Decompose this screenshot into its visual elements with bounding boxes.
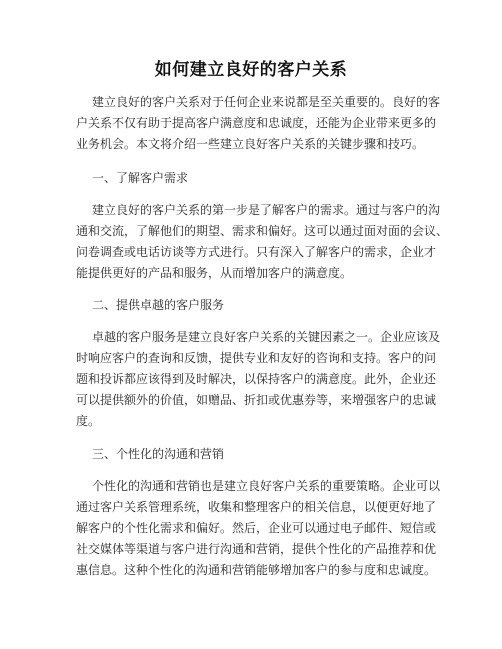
- section-1-line-1: 建立良好的客户关系的第一步是了解客户的需求。通过与客户的沟: [92, 203, 441, 217]
- section-3-heading: 三、个性化的沟通和营销: [92, 447, 225, 461]
- section-3-line-4: 社交媒体等渠道与客户进行沟通和营销，提供个性化的产品推荐和优: [76, 542, 437, 556]
- section-3-line-3: 解客户的个性化需求和偏好。然后，企业可以通过电子邮件、短信或: [76, 521, 437, 535]
- section-3-line-2: 通过客户关系管理系统，收集和整理客户的相关信息，以便更好地了: [76, 500, 437, 514]
- section-1-line-3: 问卷调查或电话访谈等方式进行。只有深入了解客户的需求，企业才: [76, 245, 437, 259]
- section-1-line-4: 能提供更好的产品和服务，从而增加客户的满意度。: [76, 266, 353, 280]
- section-2-line-2: 时响应客户的查询和反馈，提供专业和友好的咨询和支持。客户的问: [76, 351, 437, 365]
- section-2-line-3: 题和投诉都应该得到及时解决，以保持客户的满意度。此外，企业还: [76, 372, 437, 386]
- section-2-line-1: 卓越的客户服务是建立良好客户关系的关键因素之一。企业应该及: [92, 330, 441, 344]
- section-2-line-5: 度。: [76, 414, 101, 428]
- intro-line-3: 业务机会。本文将介绍一些建立良好客户关系的关键步骤和技巧。: [76, 137, 425, 151]
- section-1-heading: 一、了解客户需求: [92, 171, 189, 185]
- section-3-line-1: 个性化的沟通和营销也是建立良好客户关系的重要策略。企业可以: [92, 479, 441, 493]
- document-title: 如何建立良好的客户关系: [154, 60, 348, 80]
- section-3-line-5: 惠信息。这种个性化的沟通和营销能够增加客户的参与度和忠诚度。: [76, 563, 437, 577]
- intro-line-1: 建立良好的客户关系对于任何企业来说都是至关重要的。良好的客: [92, 95, 441, 109]
- section-2-line-4: 可以提供额外的价值，如赠品、折扣或优惠券等，来增强客户的忠诚: [76, 393, 437, 407]
- section-2-heading: 二、提供卓越的客户服务: [92, 298, 225, 312]
- intro-line-2: 户关系不仅有助于提高客户满意度和忠诚度，还能为企业带来更多的: [76, 116, 437, 130]
- section-1-line-2: 通和交流，了解他们的期望、需求和偏好。这可以通过面对面的会议、: [76, 224, 449, 238]
